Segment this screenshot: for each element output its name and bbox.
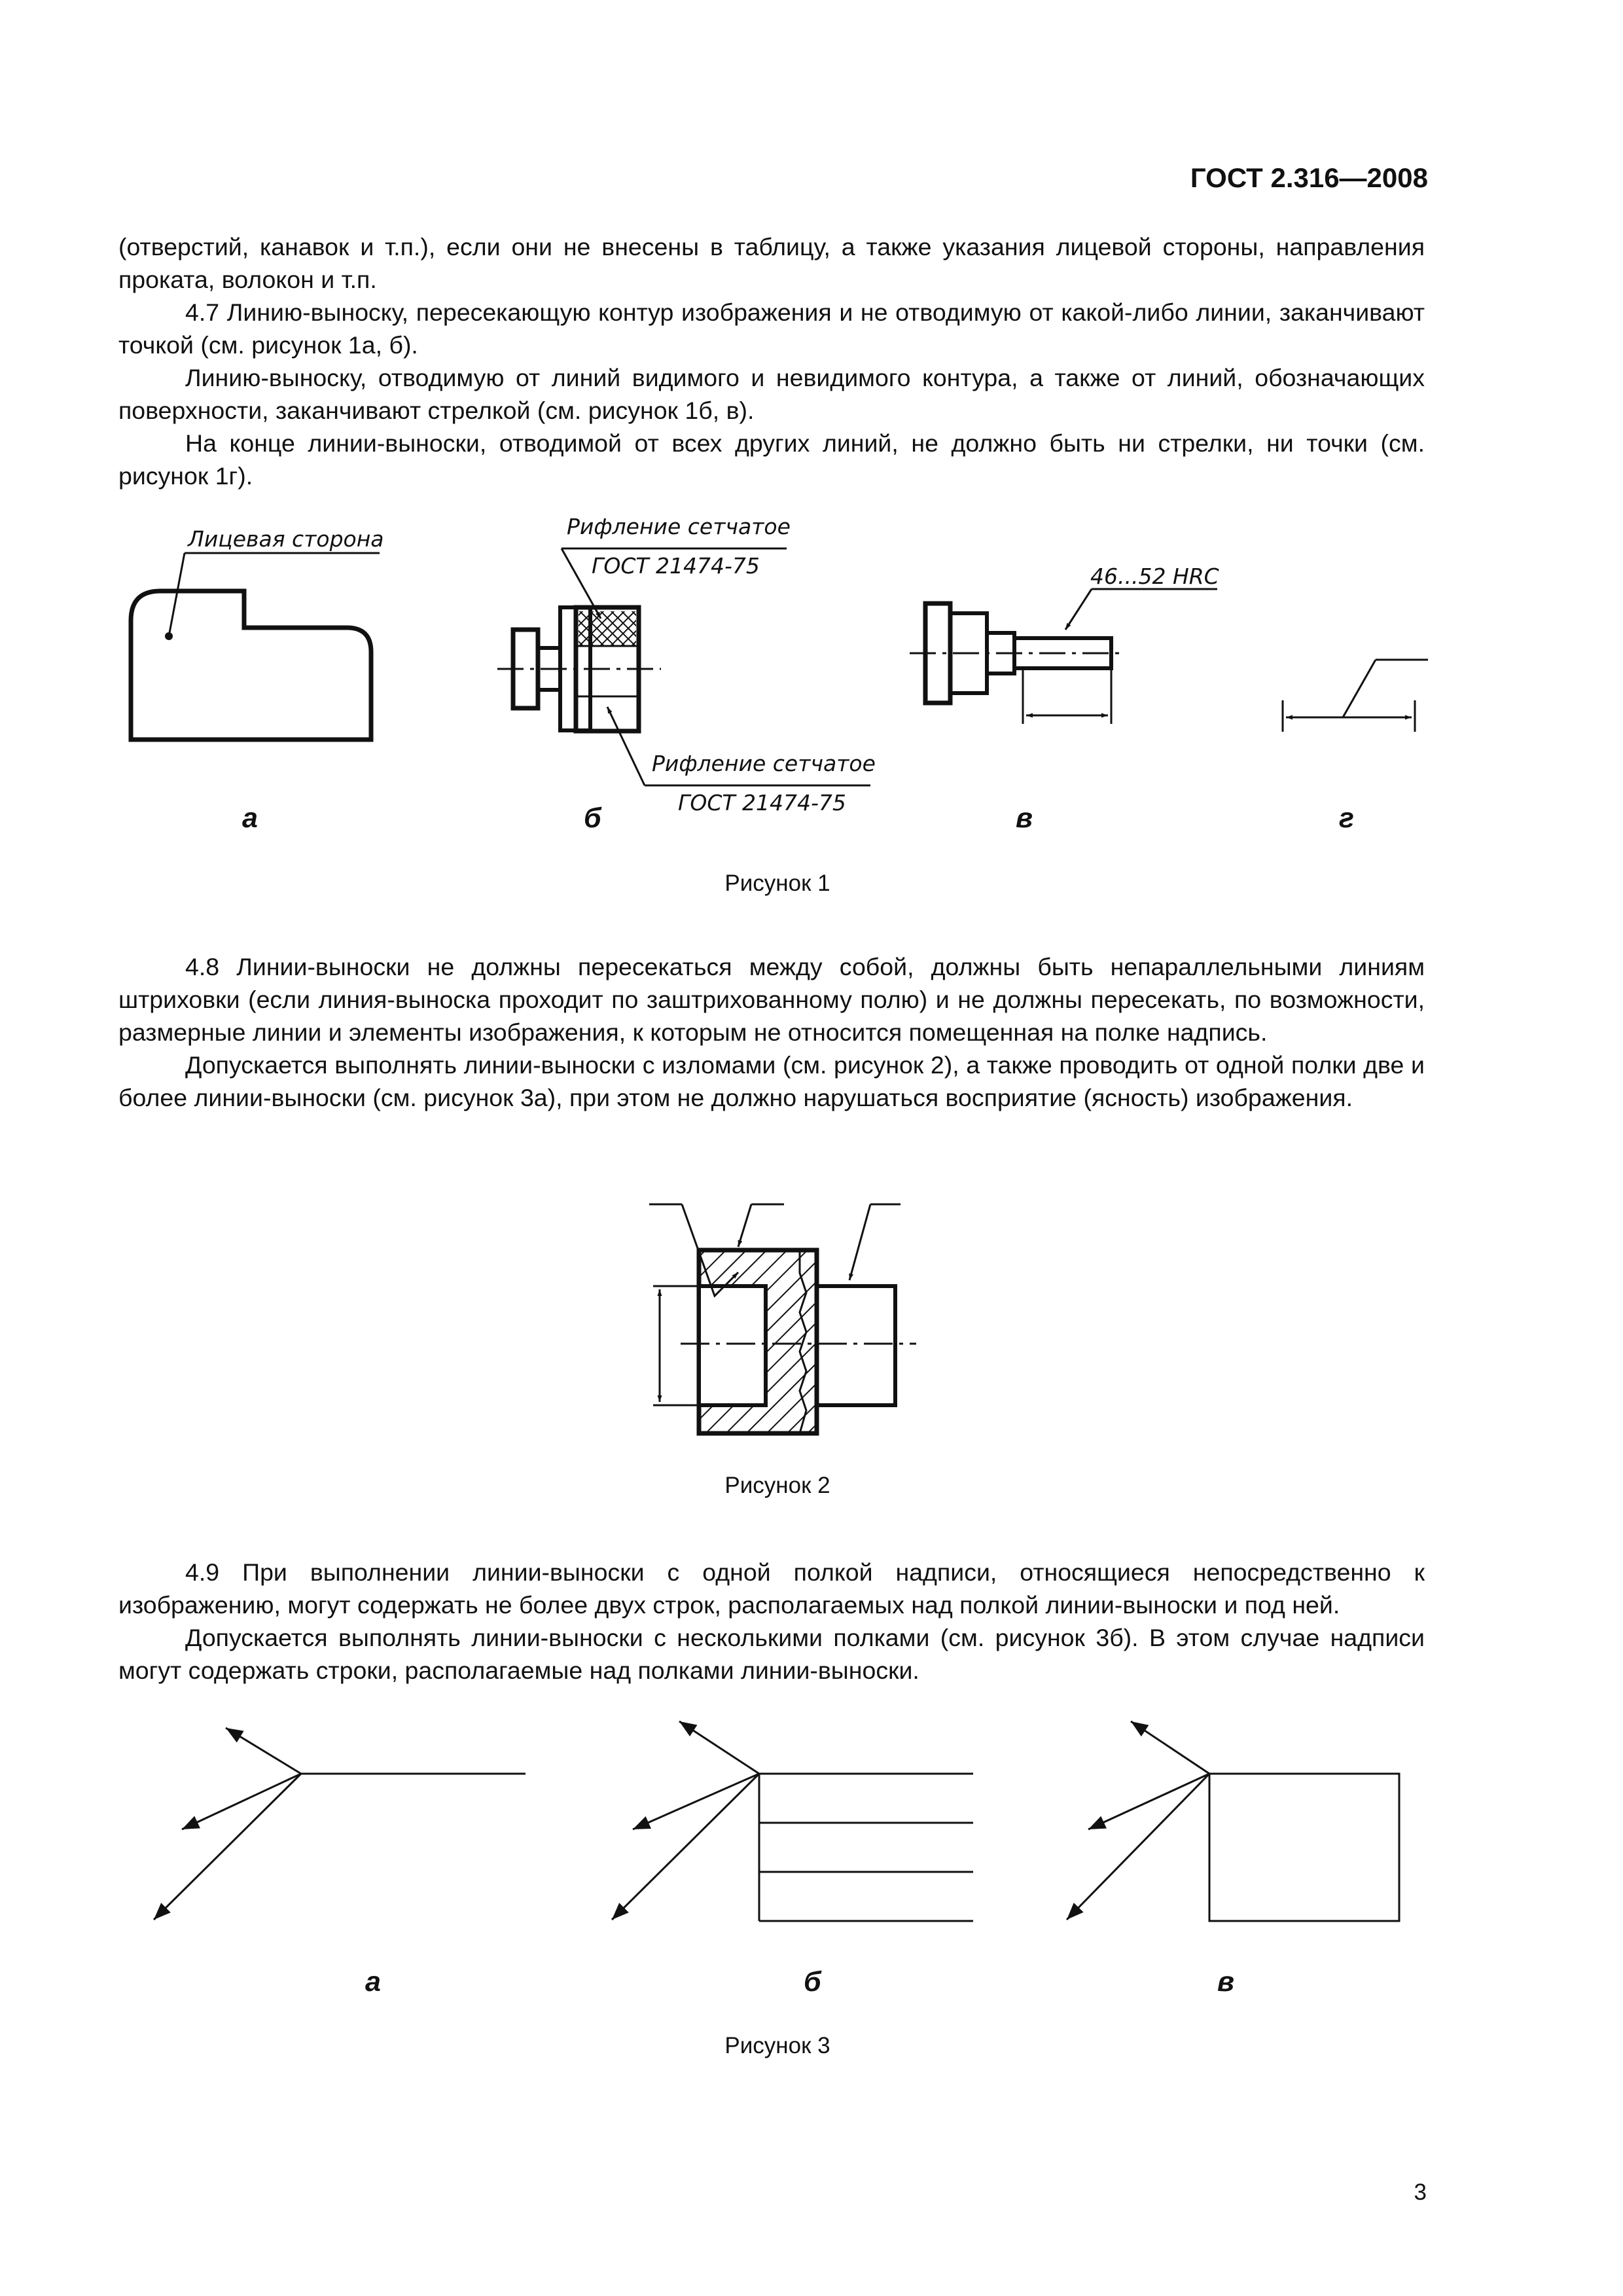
paragraph-4-7-arrow: Линию-выноску, отводимую от линий видимого и невидимого контура, а также от линий, обозначающих поверхности, заканчивают стрелкой (см. рисунок 1б, в). (118, 364, 1425, 424)
paragraph-4-9-allowed: Допускается выполнять линии-выноски с несколькими полками (см. рисунок 3б). В этом случае надписи могут содержать строки, располагаемые над полками линии-выноски. (118, 1624, 1425, 1684)
paragraph-4-9: 4.9 При выполнении линии-выноски с одной полкой надписи, относящиеся непосредственно к изображению, могут содержать не более двух строк, располагаемых над полкой линии-выноски и под ней. (118, 1558, 1425, 1619)
label-face-side: Лицевая сторона (188, 526, 384, 552)
label-knurl-2: Рифление сетчатое (652, 751, 876, 776)
paragraph-continuation: (отверстий, канавок и т.п.), если они не внесены в таблицу, а также указания лицевой стороны, направления проката, волокон и т.п. (118, 233, 1425, 293)
figure-1v (910, 564, 1219, 724)
figure-1b (497, 514, 876, 816)
figure-1b-label: б (584, 802, 601, 834)
paragraph-4-7: 4.7 Линию-выноску, пересекающую контур изображения и не отводимую от какой-либо линии, заканчивают точкой (см. рисунок 1а, б). (118, 298, 1425, 359)
figure-1g (1283, 660, 1428, 732)
figure-3a (154, 1728, 526, 1920)
figure-1a-label: а (242, 802, 258, 834)
label-knurl-1: Рифление сетчатое (567, 514, 791, 539)
paragraph-4-7-other: На конце линии-выноски, отводимой от всех других линий, не должно быть ни стрелки, ни точки (см. рисунок 1г). (118, 429, 1425, 490)
page-number: 3 (1414, 2179, 1427, 2205)
figure-3v (1067, 1721, 1399, 1921)
figure-1g-label: г (1339, 802, 1354, 834)
figure-2 (649, 1204, 916, 1433)
figure-2-caption: Рисунок 2 (724, 1473, 830, 1498)
text-block-2 (118, 950, 1425, 1114)
figure-3b-label: б (804, 1966, 821, 1998)
document-header: ГОСТ 2.316—2008 (1190, 162, 1428, 193)
figure-1v-label: в (1016, 802, 1033, 834)
label-gost-1: ГОСТ 21474-75 (592, 553, 760, 579)
label-hardness: 46...52 HRC (1090, 564, 1219, 589)
label-gost-2: ГОСТ 21474-75 (678, 790, 846, 816)
paragraph-4-8-allowed: Допускается выполнять линии-выноски с изломами (см. рисунок 2), а также проводить от одной полки две и более линии-выноски (см. рисунок 3а), при этом не должно нарушаться восприятие (ясность) изображения. (118, 1051, 1425, 1111)
figure-1-caption: Рисунок 1 (724, 870, 830, 896)
figure-3v-label: в (1217, 1966, 1234, 1998)
figure-3-caption: Рисунок 3 (724, 2033, 830, 2058)
paragraph-4-8: 4.8 Линии-выноски не должны пересекаться между собой, должны быть непараллельными линиям штриховки (если линия-выноска проходит по заштрихованному полю) и не должны пересекать, по возможности, размерные линии и элементы изображения, к которым не относится помещенная на полке надпись. (118, 953, 1425, 1046)
figure-3a-label: а (365, 1966, 381, 1998)
figure-1a (131, 526, 384, 740)
text-block-3 (118, 1556, 1425, 1687)
figure-3b (612, 1721, 973, 1921)
